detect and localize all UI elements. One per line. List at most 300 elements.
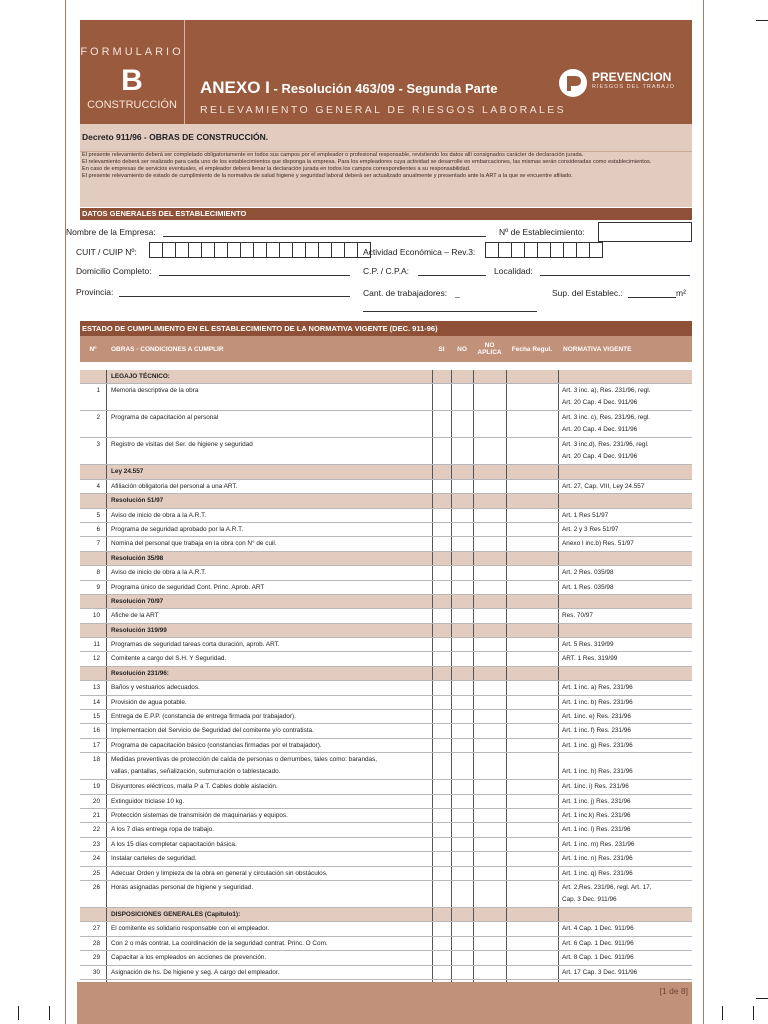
- si-cell[interactable]: [432, 681, 451, 694]
- table-section-row: [80, 667, 692, 681]
- no-aplica-cell[interactable]: [473, 795, 506, 808]
- no-aplica-cell[interactable]: [473, 581, 506, 594]
- cuit-input[interactable]: [149, 242, 370, 258]
- si-cell[interactable]: [432, 537, 451, 550]
- row-number: 26: [92, 883, 100, 891]
- table-row: [80, 753, 692, 780]
- superficie-unit: m²: [676, 288, 686, 298]
- no-cell[interactable]: [451, 724, 473, 737]
- fecha-cell[interactable]: [506, 652, 558, 665]
- fecha-cell[interactable]: [506, 966, 558, 979]
- row-number: 30: [92, 968, 100, 976]
- si-cell[interactable]: [432, 638, 451, 651]
- row-number: 7: [96, 540, 100, 548]
- column-rule: [451, 937, 452, 950]
- column-rule: [432, 724, 433, 737]
- no-aplica-cell[interactable]: [473, 480, 506, 493]
- column-rule: [558, 838, 559, 851]
- section-label: Resolución 231/96:: [111, 669, 169, 677]
- column-rule: [473, 638, 474, 651]
- row-number: 9: [96, 583, 100, 591]
- no-aplica-cell[interactable]: [473, 638, 506, 651]
- column-rule: [106, 537, 107, 550]
- fecha-cell[interactable]: [506, 523, 558, 536]
- no-cell[interactable]: [451, 753, 473, 779]
- row-obra: Instalar carteles de seguridad.: [111, 855, 197, 863]
- column-rule: [451, 566, 452, 579]
- no-aplica-cell[interactable]: [473, 710, 506, 723]
- fecha-cell[interactable]: [506, 509, 558, 522]
- table-row: [80, 384, 692, 411]
- no-cell[interactable]: [451, 867, 473, 880]
- column-rule: [473, 823, 474, 836]
- column-rule: [506, 624, 507, 637]
- column-rule: [506, 411, 507, 437]
- no-cell[interactable]: [451, 581, 473, 594]
- si-cell[interactable]: [432, 438, 451, 464]
- no-aplica-cell[interactable]: [473, 384, 506, 410]
- fecha-cell[interactable]: [506, 438, 558, 464]
- nombre-input[interactable]: [163, 236, 486, 237]
- row-normativa: Art. 1 inc. q) Res. 231/96: [562, 869, 633, 877]
- no-aplica-cell[interactable]: [473, 696, 506, 709]
- column-rule: [106, 681, 107, 694]
- column-rule: [473, 867, 474, 880]
- table-row: [80, 739, 692, 753]
- no-cell[interactable]: [451, 809, 473, 822]
- no-cell[interactable]: [451, 838, 473, 851]
- label-actividad: Actividad Económica – Rev.3:: [363, 247, 476, 257]
- fecha-cell[interactable]: [506, 780, 558, 793]
- column-rule: [106, 795, 107, 808]
- row-obra: Memoria descriptiva de la obra: [111, 387, 199, 395]
- row-obra: Registro de visitas del Ser. de higiene y seguridad: [111, 441, 253, 449]
- no-cell[interactable]: [451, 795, 473, 808]
- column-rule: [473, 739, 474, 752]
- localidad-input[interactable]: [540, 275, 690, 276]
- fecha-cell[interactable]: [506, 638, 558, 651]
- si-cell[interactable]: [432, 922, 451, 935]
- no-aplica-cell[interactable]: [473, 922, 506, 935]
- no-aplica-cell[interactable]: [473, 411, 506, 437]
- si-cell[interactable]: [432, 852, 451, 865]
- column-rule: [451, 908, 452, 921]
- fecha-cell[interactable]: [506, 710, 558, 723]
- si-cell[interactable]: [432, 480, 451, 493]
- si-cell[interactable]: [432, 581, 451, 594]
- no-aplica-cell[interactable]: [473, 852, 506, 865]
- prevencion-logo: [558, 68, 688, 96]
- no-aplica-cell[interactable]: [473, 537, 506, 550]
- fecha-cell[interactable]: [506, 681, 558, 694]
- no-aplica-cell[interactable]: [473, 867, 506, 880]
- column-rule: [106, 838, 107, 851]
- row-normativa-cont: Art. 1 inc. h) Res. 231/96: [562, 768, 633, 776]
- row-number: 18: [92, 756, 100, 764]
- column-rule: [506, 480, 507, 493]
- fecha-cell[interactable]: [506, 581, 558, 594]
- column-rule: [106, 509, 107, 522]
- fecha-cell[interactable]: [506, 753, 558, 779]
- column-rule: [106, 465, 107, 478]
- column-rule: [451, 838, 452, 851]
- row-normativa: Art. 2 y 3 Res 51/97: [562, 525, 619, 533]
- fecha-cell[interactable]: [506, 411, 558, 437]
- si-cell[interactable]: [432, 867, 451, 880]
- no-cell[interactable]: [451, 638, 473, 651]
- row-normativa: Art. 1inc. e) Res. 231/96: [562, 713, 631, 721]
- no-cell[interactable]: [451, 537, 473, 550]
- no-cell[interactable]: [451, 523, 473, 536]
- no-aplica-cell[interactable]: [473, 724, 506, 737]
- si-cell[interactable]: [432, 411, 451, 437]
- table-row: [80, 537, 692, 551]
- column-rule: [451, 552, 452, 565]
- column-rule: [451, 795, 452, 808]
- fecha-cell[interactable]: [506, 724, 558, 737]
- no-cell[interactable]: [451, 411, 473, 437]
- column-rule: [432, 624, 433, 637]
- label-localidad: Localidad:: [494, 266, 533, 276]
- row-normativa: Art. 17 Cap. 3 Dec. 911/96: [562, 968, 638, 976]
- provincia-input[interactable]: [119, 296, 350, 297]
- row-obra: Provisión de agua potable.: [111, 698, 187, 706]
- no-aplica-cell[interactable]: [473, 881, 506, 907]
- row-normativa: Art. 2 Res. 035/98: [562, 569, 614, 577]
- fecha-cell[interactable]: [506, 480, 558, 493]
- column-rule: [432, 581, 433, 594]
- fecha-cell[interactable]: [506, 937, 558, 950]
- no-cell[interactable]: [451, 739, 473, 752]
- si-cell[interactable]: [432, 753, 451, 779]
- col-obras: OBRAS - CONDICIONES A CUMPLIR: [111, 345, 224, 353]
- fecha-cell[interactable]: [506, 823, 558, 836]
- column-rule: [451, 509, 452, 522]
- column-rule: [432, 795, 433, 808]
- nro-establecimiento-input[interactable]: [598, 222, 692, 242]
- fecha-cell[interactable]: [506, 609, 558, 622]
- fecha-cell[interactable]: [506, 881, 558, 907]
- column-rule: [506, 537, 507, 550]
- column-rule: [473, 780, 474, 793]
- column-rule: [106, 609, 107, 622]
- no-aplica-cell[interactable]: [473, 523, 506, 536]
- column-rule: [106, 667, 107, 680]
- logo-tagline: RIESGOS DEL TRABAJO: [592, 84, 675, 90]
- si-cell[interactable]: [432, 937, 451, 950]
- column-rule: [432, 681, 433, 694]
- section-label: Resolución 319/99: [111, 626, 167, 634]
- row-normativa: Res. 70/97: [562, 612, 593, 620]
- si-cell[interactable]: [432, 780, 451, 793]
- no-aplica-cell[interactable]: [473, 780, 506, 793]
- table-section-row: [80, 552, 692, 566]
- si-cell[interactable]: [432, 838, 451, 851]
- table-row: [80, 951, 692, 965]
- si-cell[interactable]: [432, 710, 451, 723]
- column-rule: [106, 624, 107, 637]
- row-normativa: Art. 1 inc. f) Res. 231/96: [562, 727, 631, 735]
- column-rule: [451, 881, 452, 907]
- si-cell[interactable]: [432, 823, 451, 836]
- no-cell[interactable]: [451, 609, 473, 622]
- column-rule: [558, 537, 559, 550]
- no-aplica-cell[interactable]: [473, 509, 506, 522]
- column-rule: [473, 581, 474, 594]
- no-aplica-cell[interactable]: [473, 609, 506, 622]
- fecha-cell[interactable]: [506, 739, 558, 752]
- fecha-cell[interactable]: [506, 951, 558, 964]
- no-cell[interactable]: [451, 696, 473, 709]
- column-rule: [558, 438, 559, 464]
- table-row: [80, 638, 692, 652]
- column-rule: [506, 566, 507, 579]
- column-rule: [106, 867, 107, 880]
- column-rule: [558, 581, 559, 594]
- column-rule: [432, 652, 433, 665]
- row-number: 16: [92, 727, 100, 735]
- label-nombre: Nombre de la Empresa:: [66, 227, 156, 237]
- si-cell[interactable]: [432, 696, 451, 709]
- form-label: FORMULARIO: [80, 46, 184, 58]
- table-row: [80, 411, 692, 438]
- no-aplica-cell[interactable]: [473, 838, 506, 851]
- row-obra: Programa de capacitación al personal: [111, 414, 219, 422]
- no-cell[interactable]: [451, 881, 473, 907]
- table-row: [80, 852, 692, 866]
- no-aplica-cell[interactable]: [473, 966, 506, 979]
- column-rule: [473, 908, 474, 921]
- section-label: DISPOSICIONES GENERALES (Capitulo1):: [111, 910, 241, 918]
- no-cell[interactable]: [451, 780, 473, 793]
- row-normativa: Art. 2,Res. 231/96, regl. Art. 17,: [562, 883, 652, 891]
- row-normativa: ART. 1 Res. 319/99: [562, 655, 618, 663]
- intro-paragraph: El presente relevamiento de estado de cumplimiento de la normativa de salud higiene y seguridad laboral deberá ser actualizado anualmente y presentado ante la ART a la que se encuentre afiliado.: [82, 173, 573, 180]
- si-cell[interactable]: [432, 795, 451, 808]
- crop-mark: [18, 1006, 19, 1020]
- no-aplica-cell[interactable]: [473, 681, 506, 694]
- si-cell[interactable]: [432, 566, 451, 579]
- column-rule: [451, 609, 452, 622]
- domicilio-input[interactable]: [159, 275, 350, 276]
- column-rule: [506, 681, 507, 694]
- si-cell[interactable]: [432, 652, 451, 665]
- column-rule: [106, 595, 107, 608]
- table-row: [80, 438, 692, 465]
- column-rule: [451, 480, 452, 493]
- si-cell[interactable]: [432, 881, 451, 907]
- no-cell[interactable]: [451, 951, 473, 964]
- form-sub: CONSTRUCCIÓN: [87, 99, 177, 111]
- label-superficie: Sup. del Establec.:: [552, 288, 623, 298]
- no-cell[interactable]: [451, 652, 473, 665]
- column-rule: [473, 370, 474, 383]
- fecha-cell[interactable]: [506, 809, 558, 822]
- column-rule: [506, 908, 507, 921]
- row-number: 2: [96, 414, 100, 422]
- compliance-table: [80, 370, 692, 994]
- column-rule: [432, 696, 433, 709]
- no-cell[interactable]: [451, 937, 473, 950]
- row-normativa: Art. 1inc. i) Res. 231/96: [562, 783, 629, 791]
- column-rule: [506, 838, 507, 851]
- column-rule: [106, 724, 107, 737]
- column-rule: [451, 696, 452, 709]
- row-obra: Medidas preventivas de protección de caída de personas o derrumbes, tales como: barandas,: [111, 756, 378, 764]
- row-number: 14: [92, 698, 100, 706]
- no-cell[interactable]: [451, 922, 473, 935]
- row-normativa: Art. 1 inc. n) Res. 231/96: [562, 855, 633, 863]
- fecha-cell[interactable]: [506, 867, 558, 880]
- no-aplica-cell[interactable]: [473, 809, 506, 822]
- column-rule: [451, 780, 452, 793]
- column-rule: [473, 681, 474, 694]
- column-rule: [558, 667, 559, 680]
- column-rule: [451, 438, 452, 464]
- fecha-cell[interactable]: [506, 922, 558, 935]
- column-rule: [432, 823, 433, 836]
- si-cell[interactable]: [432, 951, 451, 964]
- row-number: 8: [96, 569, 100, 577]
- column-rule: [432, 881, 433, 907]
- no-aplica-cell[interactable]: [473, 823, 506, 836]
- label-provincia: Provincia:: [76, 287, 114, 297]
- row-obra: Afiliación obligatoria del personal a una ART.: [111, 482, 238, 490]
- no-cell[interactable]: [451, 823, 473, 836]
- column-rule: [506, 809, 507, 822]
- column-rule: [558, 780, 559, 793]
- column-rule: [432, 595, 433, 608]
- column-rule: [558, 638, 559, 651]
- actividad-input[interactable]: [485, 242, 602, 258]
- page-title: [200, 78, 497, 98]
- fecha-cell[interactable]: [506, 696, 558, 709]
- section-label: Resolución 35/98: [111, 554, 164, 562]
- row-obra: Protección sistemas de transmisión de maquinarias y equipos.: [111, 811, 288, 819]
- row-number: 20: [92, 797, 100, 805]
- no-aplica-cell[interactable]: [473, 739, 506, 752]
- si-cell[interactable]: [432, 809, 451, 822]
- fecha-cell[interactable]: [506, 838, 558, 851]
- row-normativa: Art. 4 Cap. 1 Dec. 911/96: [562, 925, 634, 933]
- row-obra: Baños y vestuarios adecuados.: [111, 684, 200, 692]
- no-aplica-cell[interactable]: [473, 566, 506, 579]
- column-rule: [451, 739, 452, 752]
- no-aplica-cell[interactable]: [473, 951, 506, 964]
- column-rule: [432, 465, 433, 478]
- si-cell[interactable]: [432, 523, 451, 536]
- no-aplica-cell[interactable]: [473, 438, 506, 464]
- col-n: Nº: [89, 345, 97, 353]
- column-rule: [506, 609, 507, 622]
- column-rule: [558, 624, 559, 637]
- row-normativa-cont: Art. 20 Cap. 4 Dec. 911/96: [562, 399, 638, 407]
- column-rule: [432, 852, 433, 865]
- si-cell[interactable]: [432, 384, 451, 410]
- column-rule: [506, 780, 507, 793]
- no-aplica-cell[interactable]: [473, 652, 506, 665]
- row-normativa: Art. 1 inc. m) Res. 231/96: [562, 840, 635, 848]
- no-cell[interactable]: [451, 966, 473, 979]
- column-rule: [432, 552, 433, 565]
- no-cell[interactable]: [451, 509, 473, 522]
- column-rule: [432, 739, 433, 752]
- column-rule: [432, 438, 433, 464]
- no-aplica-cell[interactable]: [473, 937, 506, 950]
- column-rule: [451, 411, 452, 437]
- column-rule: [432, 951, 433, 964]
- column-rule: [506, 384, 507, 410]
- column-rule: [451, 852, 452, 865]
- no-cell[interactable]: [451, 438, 473, 464]
- column-rule: [473, 480, 474, 493]
- si-cell[interactable]: [432, 739, 451, 752]
- fecha-cell[interactable]: [506, 537, 558, 550]
- crop-mark: [756, 998, 768, 999]
- si-cell[interactable]: [432, 724, 451, 737]
- column-rule: [473, 609, 474, 622]
- si-cell[interactable]: [432, 966, 451, 979]
- logo-icon: [558, 68, 588, 98]
- table-row: [80, 823, 692, 837]
- column-rule: [432, 509, 433, 522]
- superficie-input[interactable]: [628, 297, 676, 298]
- column-rule: [473, 509, 474, 522]
- no-aplica-cell[interactable]: [473, 753, 506, 779]
- table-row: [80, 652, 692, 666]
- column-rule: [106, 753, 107, 779]
- column-rule: [506, 581, 507, 594]
- column-rule: [506, 881, 507, 907]
- fecha-cell[interactable]: [506, 795, 558, 808]
- column-rule: [106, 638, 107, 651]
- si-cell[interactable]: [432, 509, 451, 522]
- column-rule: [473, 852, 474, 865]
- column-rule: [451, 710, 452, 723]
- column-rule: [473, 537, 474, 550]
- row-obra: A los 15 días completar capacitación básica.: [111, 840, 237, 848]
- column-rule: [432, 384, 433, 410]
- row-number: 29: [92, 954, 100, 962]
- no-cell[interactable]: [451, 710, 473, 723]
- column-rule: [106, 494, 107, 507]
- si-cell[interactable]: [432, 609, 451, 622]
- fecha-cell[interactable]: [506, 566, 558, 579]
- no-cell[interactable]: [451, 681, 473, 694]
- no-cell[interactable]: [451, 566, 473, 579]
- column-rule: [558, 753, 559, 779]
- no-cell[interactable]: [451, 480, 473, 493]
- row-normativa: Art. 1 inc. a) Res. 231/96: [562, 684, 633, 692]
- col-no: NO: [457, 345, 467, 353]
- fecha-cell[interactable]: [506, 384, 558, 410]
- no-cell[interactable]: [451, 852, 473, 865]
- column-rule: [473, 795, 474, 808]
- column-rule: [506, 667, 507, 680]
- fecha-cell[interactable]: [506, 852, 558, 865]
- column-rule: [506, 465, 507, 478]
- row-obra-cont: vallas, pantallas, señalización, submuración o tablestacado.: [111, 768, 281, 776]
- cp-input[interactable]: [418, 275, 486, 276]
- column-rule: [473, 566, 474, 579]
- column-rule: [558, 809, 559, 822]
- column-rule: [506, 638, 507, 651]
- column-rule: [473, 966, 474, 979]
- row-normativa-cont: Cap. 3 Dec. 911/96: [562, 895, 617, 903]
- no-cell[interactable]: [451, 384, 473, 410]
- cant-trabajadores-input[interactable]: [363, 311, 537, 312]
- table-column-headers: [80, 336, 692, 362]
